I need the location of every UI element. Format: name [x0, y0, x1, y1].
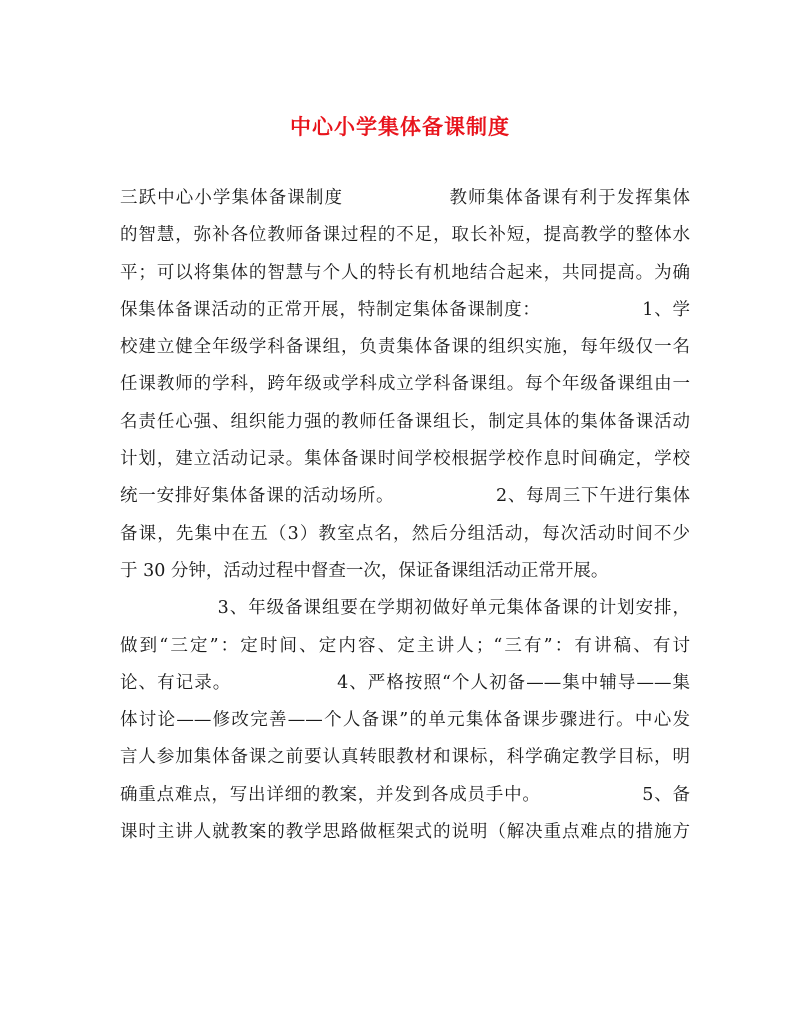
body-line: 三跃中心小学集体备课制度 教师集体备课有利于发挥集体	[120, 188, 690, 208]
body-line: 论、有记录。 4、严格按照“个人初备——集中辅导——集	[120, 672, 690, 693]
document-body	[120, 180, 690, 851]
body-line: 做到“三定”：定时间、定内容、定主讲人；“三有”：有讲稿、有讨	[120, 635, 690, 656]
body-line: 的智慧，弥补各位教师备课过程的不足，取长补短，提高教学的整体水	[120, 225, 690, 246]
body-line: 计划，建立活动记录。集体备课时间学校根据学校作息时间确定，学校	[120, 449, 690, 470]
document-title: 中心小学集体备课制度	[290, 114, 510, 139]
body-line: 体讨论——修改完善——个人备课”的单元集体备课步骤进行。中心发	[120, 710, 690, 731]
body-line: 任课教师的学科，跨年级或学科成立学科备课组。每个年级备课组由一	[120, 374, 690, 395]
body-line: 平；可以将集体的智慧与个人的特长有机地结合起来，共同提高。为确	[120, 262, 690, 283]
body-line: 校建立健全年级学科备课组，负责集体备课的组织实施，每年级仅一名	[120, 337, 690, 358]
body-line: 3、年级备课组要在学期初做好单元集体备课的计划安排，	[120, 598, 690, 619]
body-line: 确重点难点，写出详细的教案，并发到各成员手中。 5、备	[120, 784, 690, 805]
body-line: 统一安排好集体备课的活动场所。 2、每周三下午进行集体	[120, 486, 690, 507]
body-line: 课时主讲人就教案的教学思路做框架式的说明（解决重点难点的措施方	[120, 822, 690, 843]
body-line: 名责任心强、组织能力强的教师任备课组长，制定具体的集体备课活动	[120, 411, 690, 432]
body-line: 备课，先集中在五（3）教室点名，然后分组活动，每次活动时间不少	[120, 523, 690, 544]
body-line: 言人参加集体备课之前要认真转眼教材和课标，科学确定教学目标，明	[120, 747, 690, 768]
body-line: 保集体备课活动的正常开展，特制定集体备课制度： 1、学	[120, 299, 690, 320]
body-line: 于 30 分钟，活动过程中督查一次，保证备课组活动正常开展。	[120, 560, 609, 581]
